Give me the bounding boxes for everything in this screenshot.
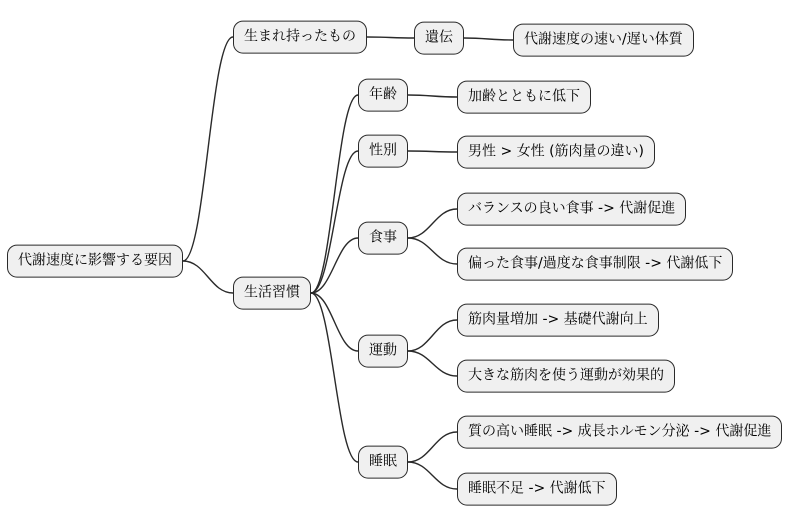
mindmap-edge-suimin-shitsu: [408, 432, 457, 462]
mindmap-node-karei: 加齢とともに低下: [457, 81, 591, 114]
mindmap-edge-umare-iden: [367, 37, 414, 38]
mindmap-node-umare: 生まれ持ったもの: [233, 21, 367, 54]
mindmap-node-root: 代謝速度に影響する要因: [7, 245, 183, 278]
mindmap-node-seibetsu: 性別: [358, 135, 408, 168]
mindmap-edge-root-umare: [183, 37, 233, 261]
mindmap-edge-iden-taishitsu: [464, 38, 513, 40]
mindmap-node-iden: 遺伝: [414, 22, 464, 55]
mindmap-node-balance: バランスの良い食事 -> 代謝促進: [457, 193, 686, 226]
mindmap-edge-seibetsu-dansei: [408, 151, 457, 152]
mindmap-edge-suimin-fusoku: [408, 462, 457, 489]
mindmap-node-taishitsu: 代謝速度の速い/遅い体質: [513, 24, 694, 57]
mindmap-node-shokuji: 食事: [358, 222, 408, 255]
mindmap-edge-seikatsu-undou: [311, 293, 358, 351]
mindmap-edge-shokuji-katayori: [408, 238, 457, 264]
mindmap-node-nenrei: 年齢: [358, 79, 408, 112]
mindmap-node-ookina: 大きな筋肉を使う運動が効果的: [457, 360, 675, 393]
mindmap-node-seikatsu: 生活習慣: [233, 277, 311, 310]
mindmap-edge-root-seikatsu: [183, 261, 233, 293]
mindmap-edge-seikatsu-nenrei: [311, 95, 358, 293]
mindmap-edge-shokuji-balance: [408, 209, 457, 238]
mindmap-edge-undou-ookina: [408, 351, 457, 376]
mindmap-node-kinniku: 筋肉量増加 -> 基礎代謝向上: [457, 304, 659, 337]
mindmap-node-katayori: 偏った食事/過度な食事制限 -> 代謝低下: [457, 248, 733, 281]
mindmap-edge-nenrei-karei: [408, 95, 457, 97]
mindmap-edge-seikatsu-suimin: [311, 293, 358, 462]
mindmap-node-fusoku: 睡眠不足 -> 代謝低下: [457, 473, 617, 506]
mindmap-node-suimin: 睡眠: [358, 446, 408, 479]
mindmap-node-dansei: 男性 > 女性 (筋肉量の違い): [457, 136, 655, 169]
mindmap-edge-seikatsu-seibetsu: [311, 151, 358, 293]
mindmap-edge-undou-kinniku: [408, 320, 457, 351]
mindmap-node-shitsu: 質の高い睡眠 -> 成長ホルモン分泌 -> 代謝促進: [457, 416, 782, 449]
mindmap-node-undou: 運動: [358, 335, 408, 368]
